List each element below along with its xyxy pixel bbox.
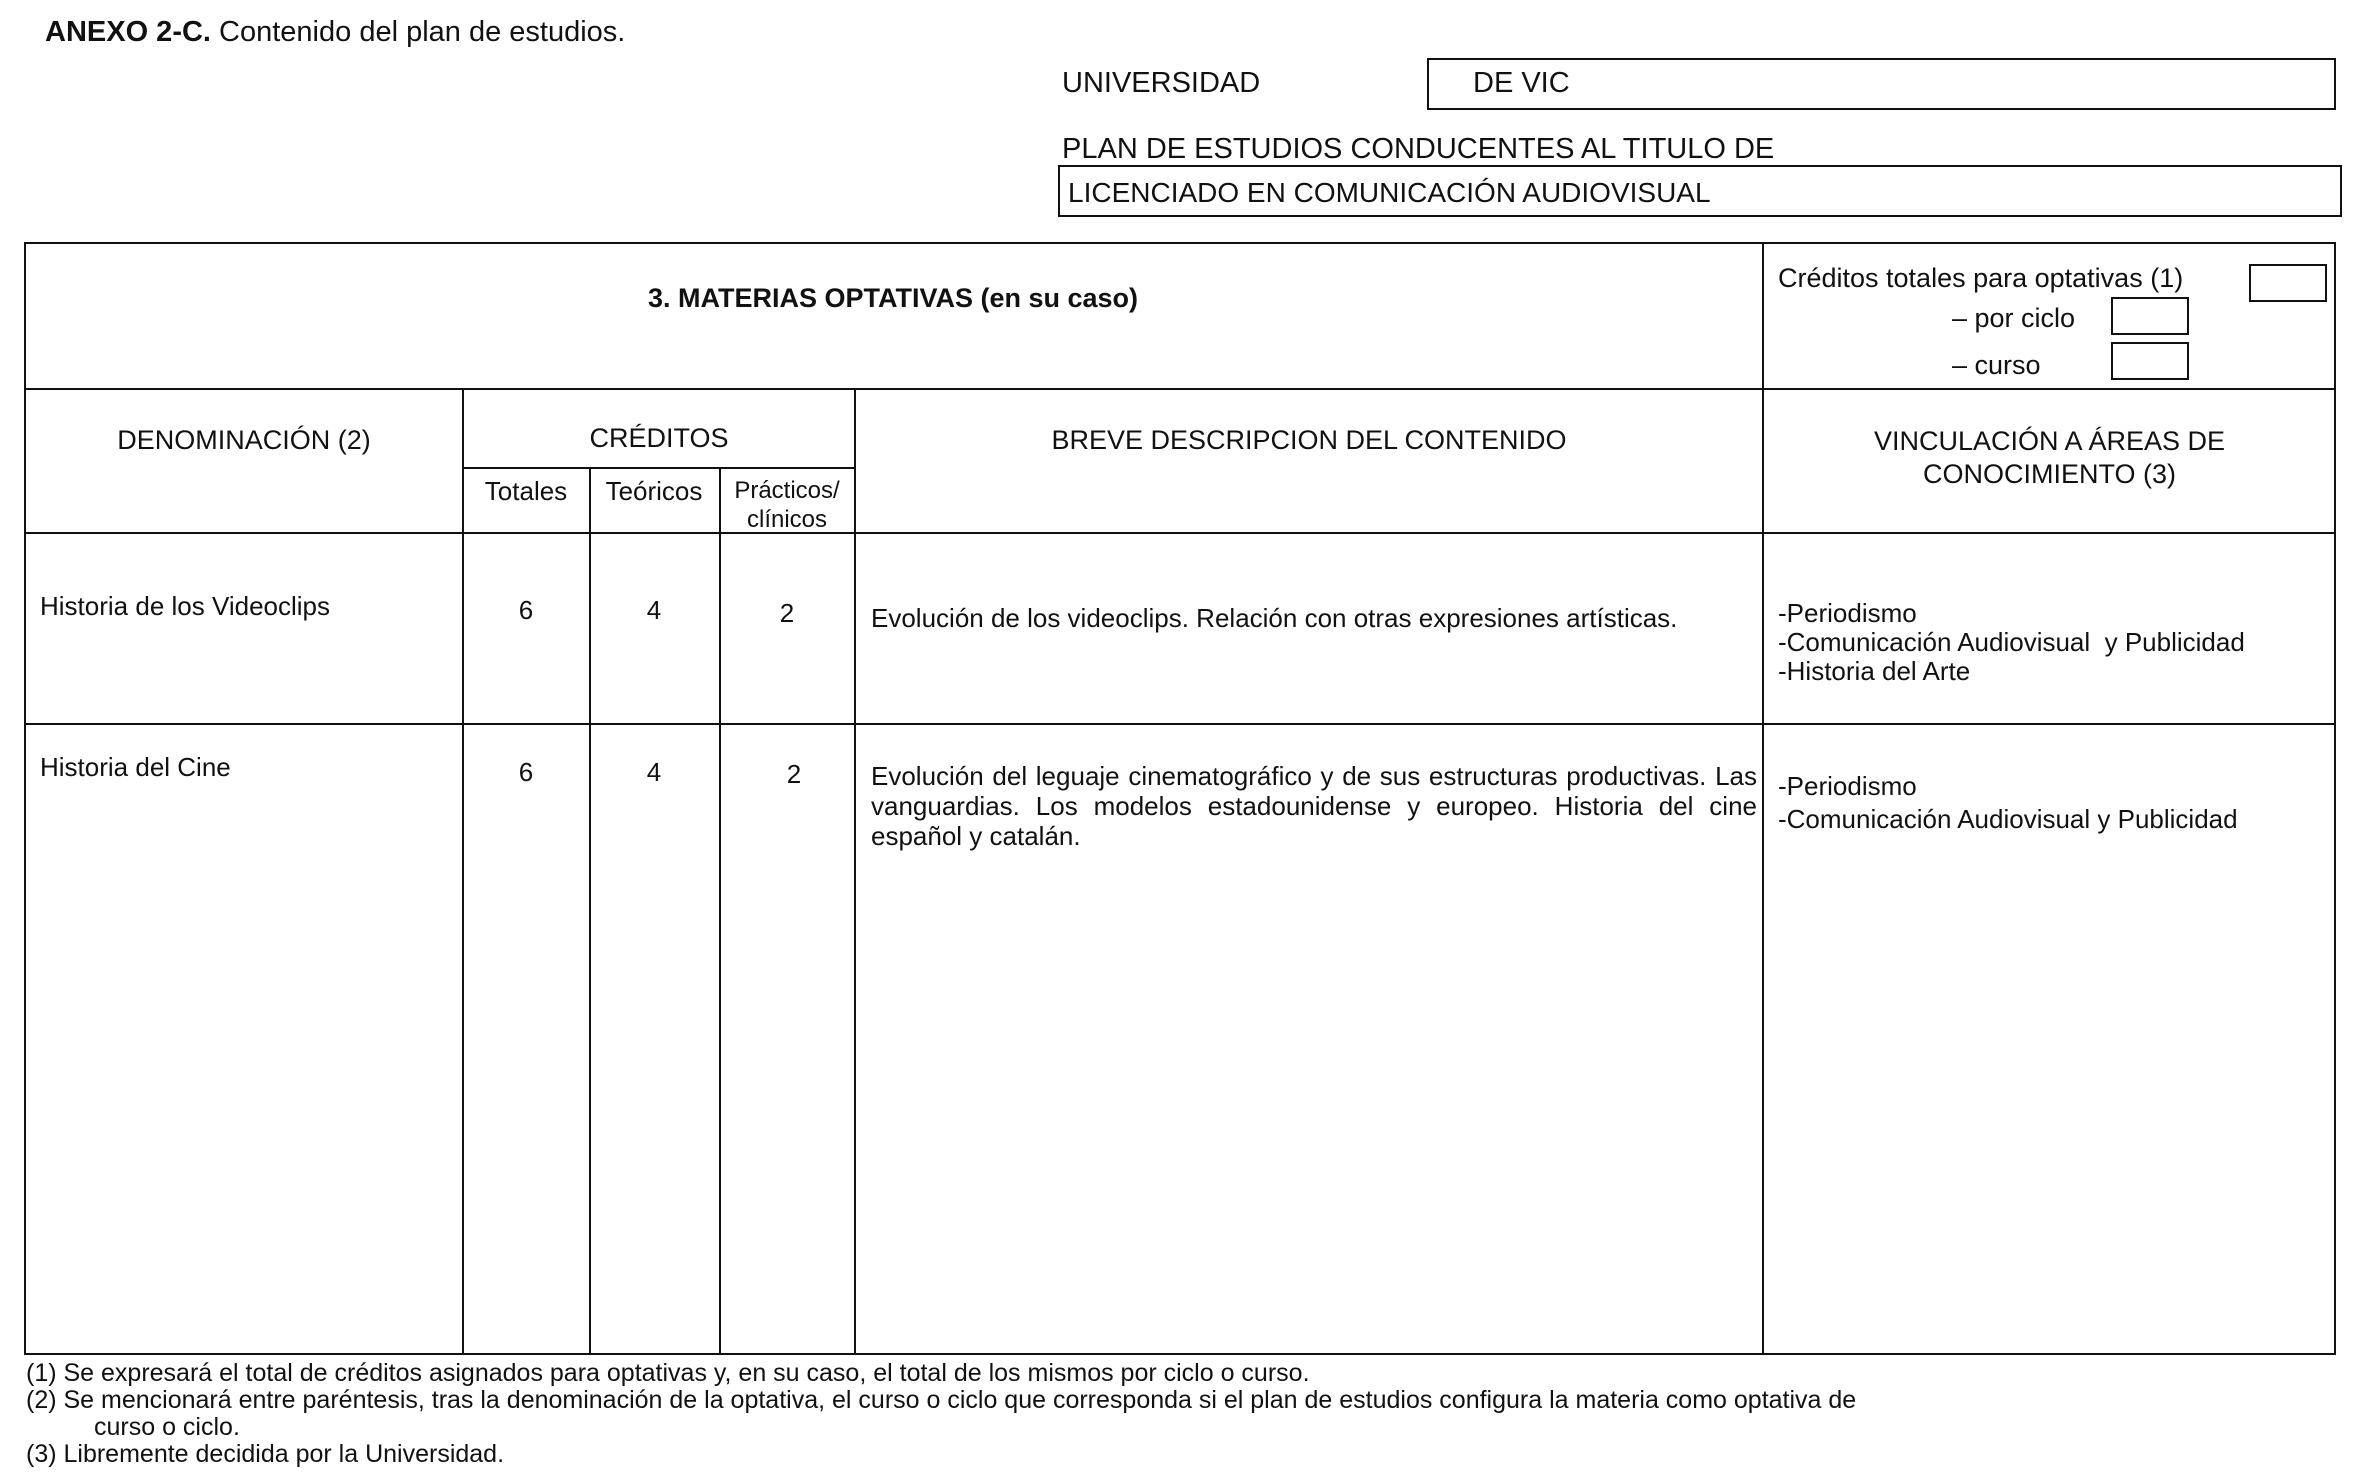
column-divider	[1762, 242, 1764, 1355]
row-creditos-totales: 6	[518, 595, 534, 625]
annex-title-rest: Contenido del plan de estudios.	[219, 16, 626, 48]
table-divider	[24, 532, 2336, 534]
creditos-totales-label: Créditos totales para optativas (1)	[1778, 263, 2184, 293]
vinculacion-line1: VINCULACIÓN A ÁREAS DE	[1873, 426, 2226, 456]
area-item: -Comunicación Audiovisual y Publicidad	[1778, 804, 2238, 834]
column-header-practicos	[719, 476, 855, 534]
row-creditos-practicos: 2	[786, 759, 802, 789]
row-descripcion: Evolución de los videoclips. Relación con otras expresiones artísticas.	[871, 603, 1678, 633]
practicos-line1: Prácticos/	[734, 477, 840, 504]
plan-value: LICENCIADO EN COMUNICACIÓN AUDIOVISUAL	[1068, 177, 1711, 208]
por-ciclo-label: – por ciclo	[1952, 303, 2076, 333]
table-divider	[24, 388, 2336, 390]
creditos-totales-box	[2249, 264, 2327, 302]
vinculacion-line2: CONOCIMIENTO (3)	[1922, 459, 2176, 489]
annex-title-bold: ANEXO 2-C.	[45, 16, 211, 48]
row-creditos-practicos: 2	[779, 598, 795, 628]
footnote-1: (1) Se expresará el total de créditos asignados para optativas y, en su caso, el total de los mismos por ciclo o curso.	[26, 1359, 1310, 1387]
area-item: -Comunicación Audiovisual y Publicidad	[1778, 627, 2245, 657]
row-denominacion: Historia de los Videoclips	[40, 591, 330, 621]
annex-title	[45, 16, 625, 49]
row-areas	[1778, 770, 2238, 836]
section-title: 3. MATERIAS OPTATIVAS (en su caso)	[647, 283, 1139, 313]
universidad-value: DE VIC	[1473, 67, 1570, 99]
area-item: -Historia del Arte	[1778, 656, 1971, 686]
column-header-breve-descripcion: BREVE DESCRIPCION DEL CONTENIDO	[1051, 425, 1567, 455]
column-header-vinculacion	[1763, 425, 2336, 491]
curso-label: – curso	[1952, 350, 2041, 380]
footnotes	[26, 1360, 1856, 1468]
column-divider	[462, 388, 464, 1355]
footnote-2-continued: curso o ciclo.	[94, 1413, 240, 1441]
column-header-creditos: CRÉDITOS	[589, 423, 729, 453]
por-ciclo-box	[2111, 297, 2189, 335]
row-creditos-teoricos: 4	[646, 595, 662, 625]
creditos-divider	[463, 467, 855, 469]
row-descripcion: Evolución del leguaje cinematográfico y de sus estructuras productivas. Las vanguardias. Los modelos estadounidense y europeo. Historia del cine español y catalán.	[871, 761, 1757, 851]
table-divider	[24, 723, 2336, 725]
practicos-line2: clínicos	[746, 506, 828, 533]
column-header-denominacion: DENOMINACIÓN (2)	[117, 425, 371, 455]
column-header-teoricos: Teóricos	[605, 476, 703, 506]
plan-label: PLAN DE ESTUDIOS CONDUCENTES AL TITULO DE	[1062, 133, 1775, 165]
curso-box	[2111, 342, 2189, 380]
row-areas	[1778, 599, 2245, 686]
row-denominacion: Historia del Cine	[40, 752, 231, 782]
area-item: -Periodismo	[1778, 598, 1917, 628]
column-header-totales: Totales	[484, 476, 568, 506]
footnote-3: (3) Libremente decidida por la Universidad.	[26, 1440, 505, 1468]
row-creditos-totales: 6	[518, 757, 534, 787]
universidad-label: UNIVERSIDAD	[1062, 67, 1261, 99]
footnote-2: (2) Se mencionará entre paréntesis, tras la denominación de la optativa, el curso o ciclo que corresponda si el plan de estudios configura la materia como optativa de	[26, 1386, 1857, 1414]
row-creditos-teoricos: 4	[646, 757, 662, 787]
area-item: -Periodismo	[1778, 771, 1917, 801]
